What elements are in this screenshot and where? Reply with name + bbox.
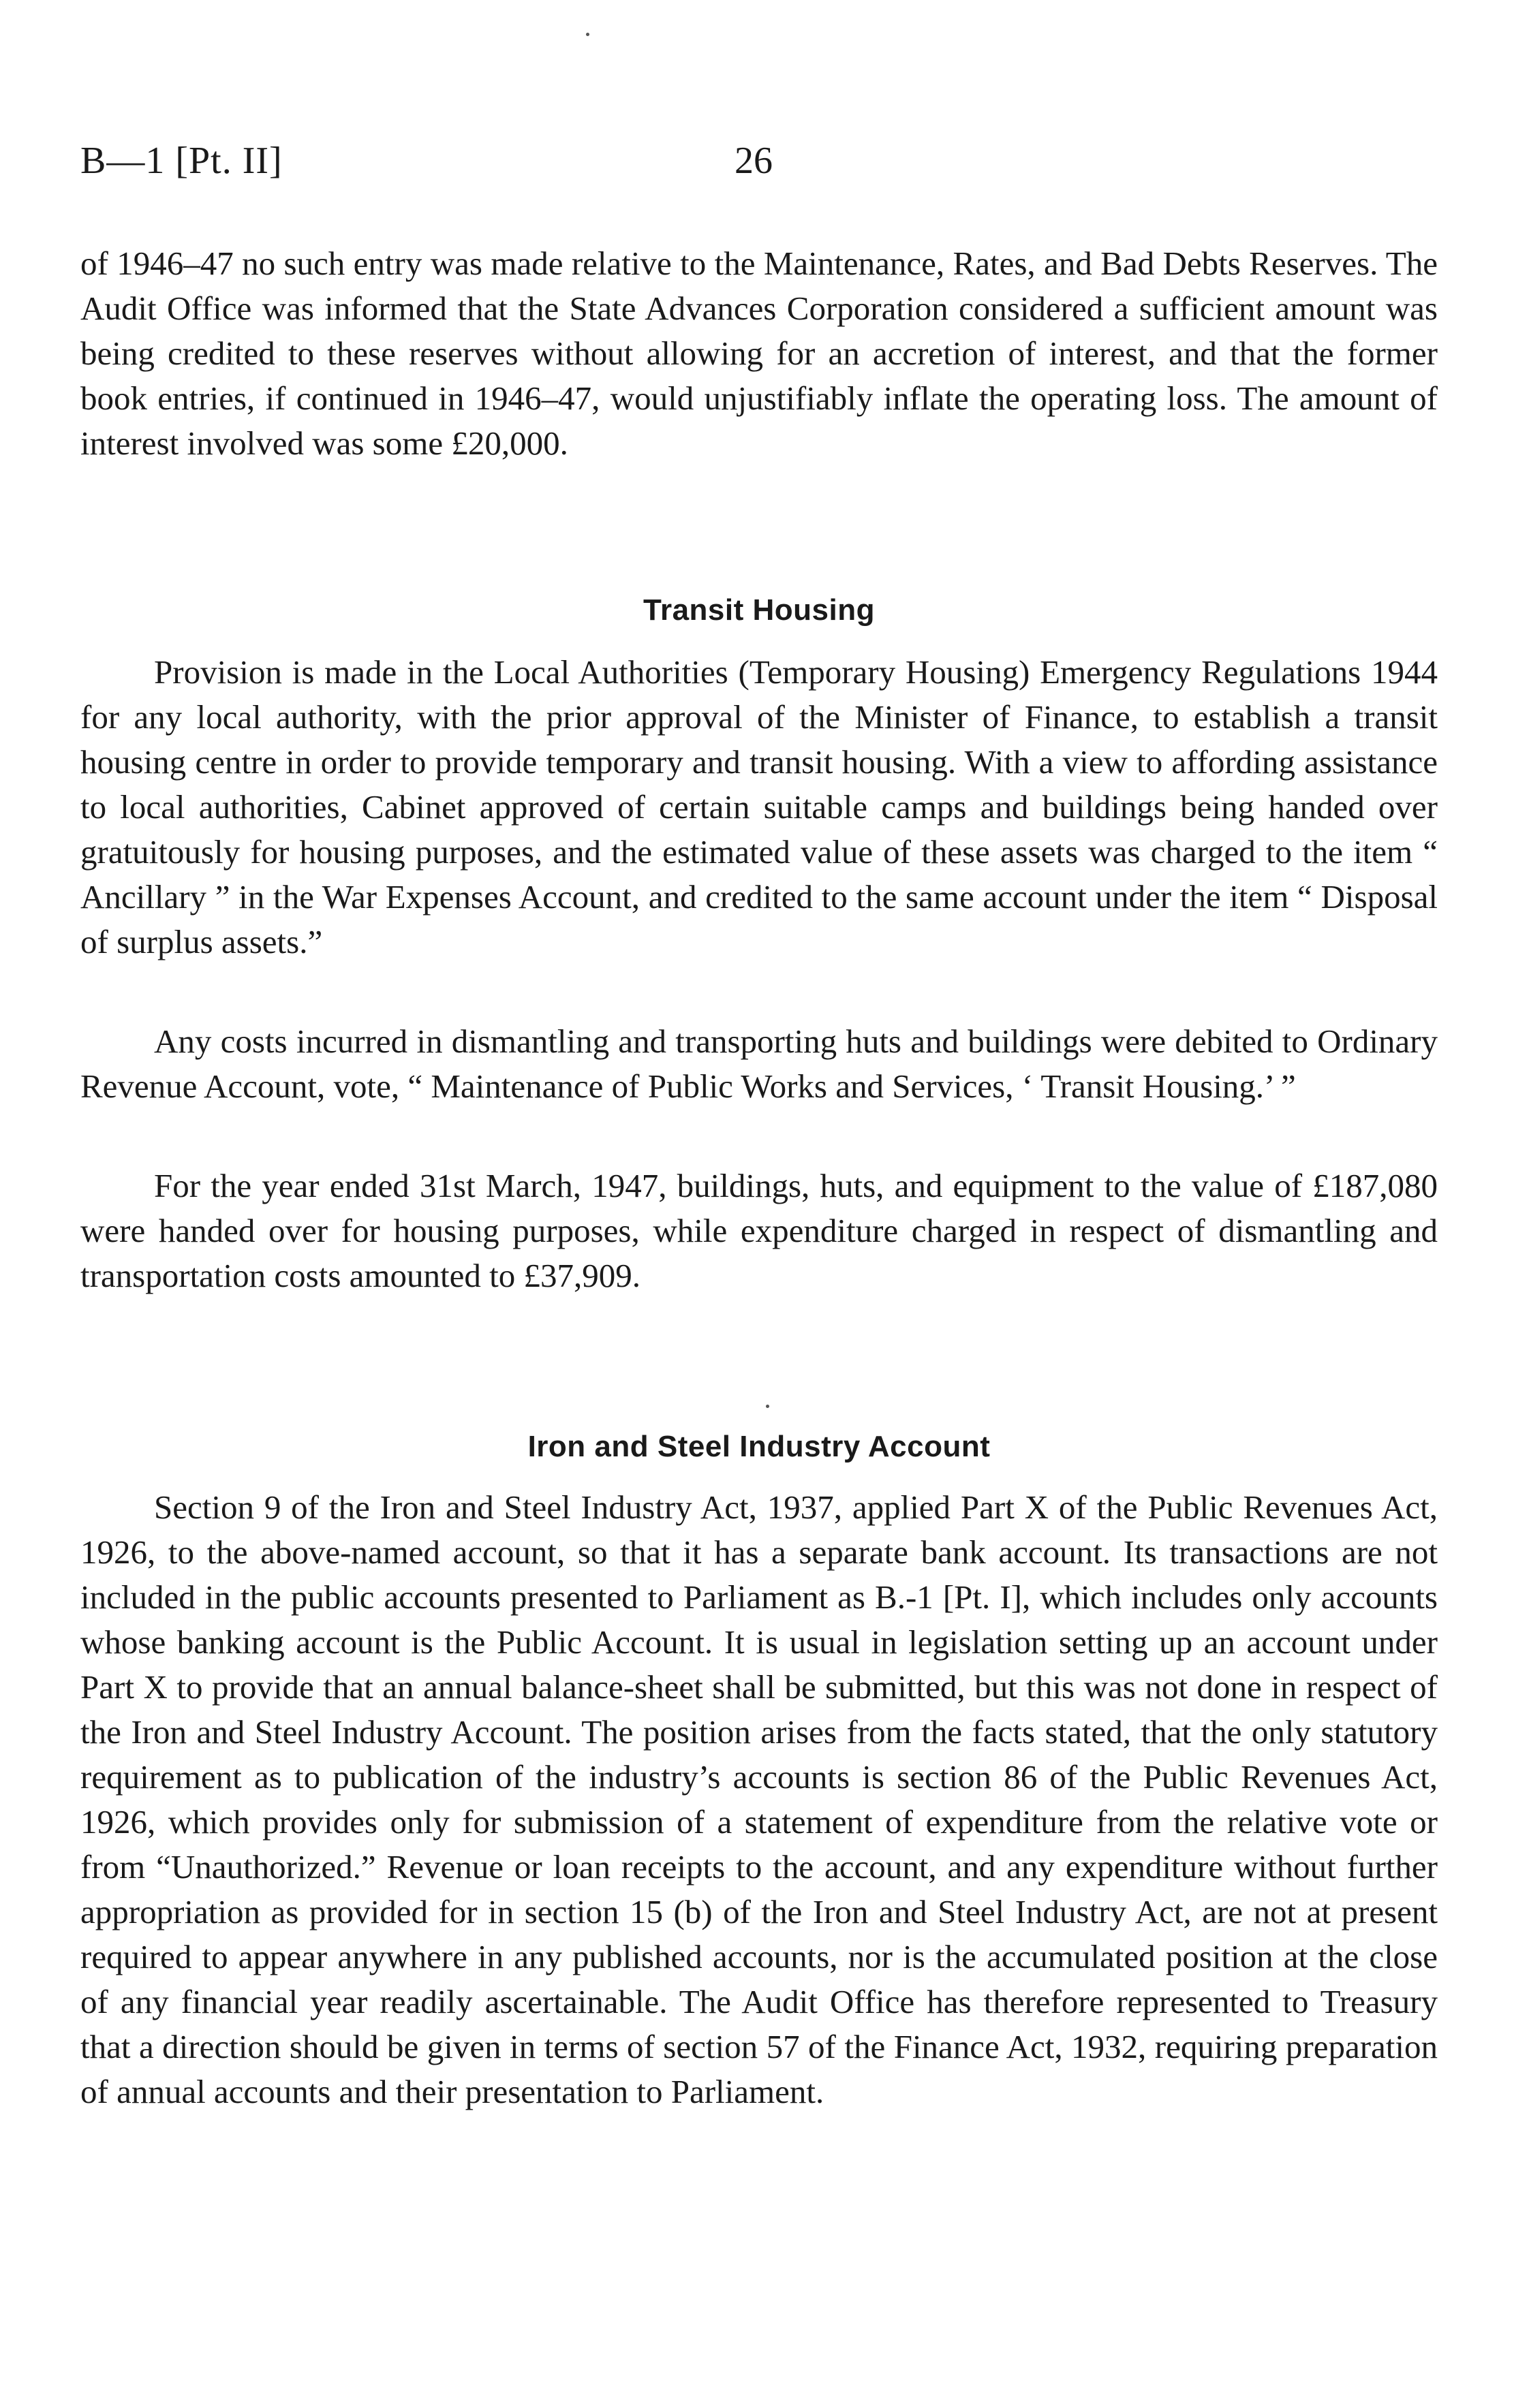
transit-housing-paragraph-1: Provision is made in the Local Authorities (Temporary Housing) Emergency Regulations 1944 for any local authority, with the prior approval of the Minister of Finance, to establish a transit housing centre in order to provide temporary and transit housing. With a view to affording assistance to local authorities, Cabinet approved of certain suitable camps and buildings being handed over gratuitously for housing purposes, and the estimated value of these assets was charged to the item “ Ancillary ” in the War Expenses Account, and credited to the same account under the item “ Disposal of surplus assets.” — [80, 653, 1438, 960]
series-reference: B—1 [Pt. II] — [80, 140, 283, 182]
transit-housing-paragraph-3: For the year ended 31st March, 1947, buildings, huts, and equipment to the value of £187,080 were handed over for housing purposes, while expenditure charged in respect of dismantling and transportation costs amounted to £37,909. — [80, 1167, 1438, 1294]
intro-paragraph: of 1946–47 no such entry was made relative to the Maintenance, Rates, and Bad Debts Reserves. The Audit Office was informed that the State Advances Corporation considered a sufficient amount was being credited to these reserves without allowing for an accretion of interest, and that the former book entries, if continued in 1946–47, would unjustifiably inflate the operating loss. The amount of interest involved was some £20,000. — [80, 245, 1438, 462]
transit-housing-paragraph-2: Any costs incurred in dismantling and transporting huts and buildings were debited to Ordinary Revenue Account, vote, “ Maintenance of Public Works and Services, ‘ Transit Housing.’ ” — [80, 1022, 1438, 1105]
iron-steel-heading: Iron and Steel Industry Account — [527, 1430, 991, 1463]
iron-steel-paragraph: Section 9 of the Iron and Steel Industry Act, 1937, applied Part X of the Public Revenues Act, 1926, to the above-named account, so that it has a separate bank account. Its transactions are not included in the public accounts presented to Parliament as B.-1 [Pt. I], which includes only accounts whose banking account is the Public Account. It is usual in legislation setting up an account under Part X to provide that an annual balance-sheet shall be submitted, but this was not done in respect of the Iron and Steel Industry Account. The position arises from the facts stated, that the only statutory requirement as to publication of the industry’s accounts is section 86 of the Public Revenues Act, 1926, which provides only for submission of a statement of expenditure from the relative vote or from “Unauthorized.” Revenue or loan receipts to the account, and any expenditure without further appropriation as provided for in section 15 (b) of the Iron and Steel Industry Act, are not at present required to appear anywhere in any published accounts, nor is the accumulated position at the close of any financial year readily ascertainable. The Audit Office has therefore represented to Treasury that a direction should be given in terms of section 57 of the Finance Act, 1932, requiring preparation of annual accounts and their presentation to Parliament. — [80, 1488, 1438, 2110]
page-number: 26 — [735, 140, 773, 182]
print-speck — [586, 33, 589, 36]
document-page — [80, 0, 1438, 2408]
transit-housing-heading: Transit Housing — [643, 593, 875, 627]
page-header — [80, 134, 1438, 188]
print-speck — [766, 1405, 769, 1408]
